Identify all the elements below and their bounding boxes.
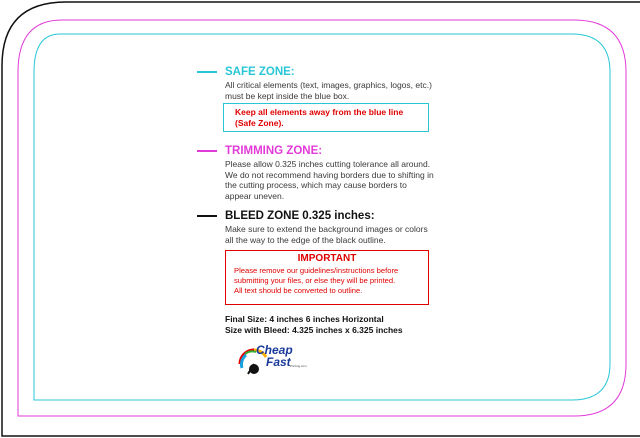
bleed-zone-title-text: BLEED ZONE 0.325 inches:: [225, 210, 375, 222]
safe-zone-title-text: SAFE ZONE:: [225, 66, 295, 78]
trimming-zone-title: [197, 145, 322, 157]
logo-tagline: Printing.com: [290, 364, 307, 368]
safe-zone-marker-line: [197, 71, 217, 73]
safe-zone-body: [225, 80, 432, 101]
bleed-zone-body: [225, 224, 428, 245]
bleed-zone-body-line: Make sure to extend the background images or colors: [225, 224, 428, 234]
final-size-info: [225, 314, 403, 336]
trimming-zone-title-text: TRIMMING ZONE:: [225, 145, 323, 157]
important-body-line: All text should be converted to outline.: [234, 286, 363, 295]
logo-word-fast: Fast: [266, 355, 291, 369]
important-body-line: Please remove our guidelines/instructions before: [234, 266, 399, 275]
bleed-zone-marker-line: [197, 215, 217, 217]
trimming-zone-body-line: We do not recommend having borders due to shifting in: [225, 169, 434, 180]
trimming-zone-body: [225, 159, 434, 201]
safe-zone-title: [197, 66, 295, 78]
safe-zone-body-line: All critical elements (text, images, graphics, logos, etc.): [225, 80, 432, 90]
safe-zone-body-line: must be kept inside the blue box.: [225, 90, 350, 101]
final-size-line: Final Size: 4 inches 6 inches Horizontal: [225, 314, 384, 324]
bleed-zone-title: [197, 210, 375, 222]
safe-zone-callout-box: [223, 103, 429, 132]
trimming-zone-body-line: appear uneven.: [225, 190, 285, 201]
trimming-zone-marker-line: [197, 150, 217, 152]
safe-zone-callout-line: Keep all elements away from the blue line: [235, 107, 404, 117]
bleed-zone-body-line: all the way to the edge of the black outline.: [225, 234, 386, 245]
safe-zone-callout-line: (Safe Zone).: [235, 117, 284, 128]
logo-word-cheap: Cheap: [256, 343, 293, 357]
important-title: IMPORTANT: [297, 253, 357, 264]
important-box: [225, 250, 429, 305]
trimming-zone-body-line: the cutting process, which may cause borders to: [225, 180, 407, 191]
important-body-line: submitting your files, or else they will be printed.: [234, 276, 396, 285]
important-body: [234, 266, 428, 296]
trimming-zone-body-line: Please allow 0.325 inches cutting tolerance all around.: [225, 159, 431, 169]
bleed-size-line: Size with Bleed: 4.325 inches x 6.325 inches: [225, 325, 403, 335]
cheap-fast-printing-logo: [236, 338, 308, 380]
